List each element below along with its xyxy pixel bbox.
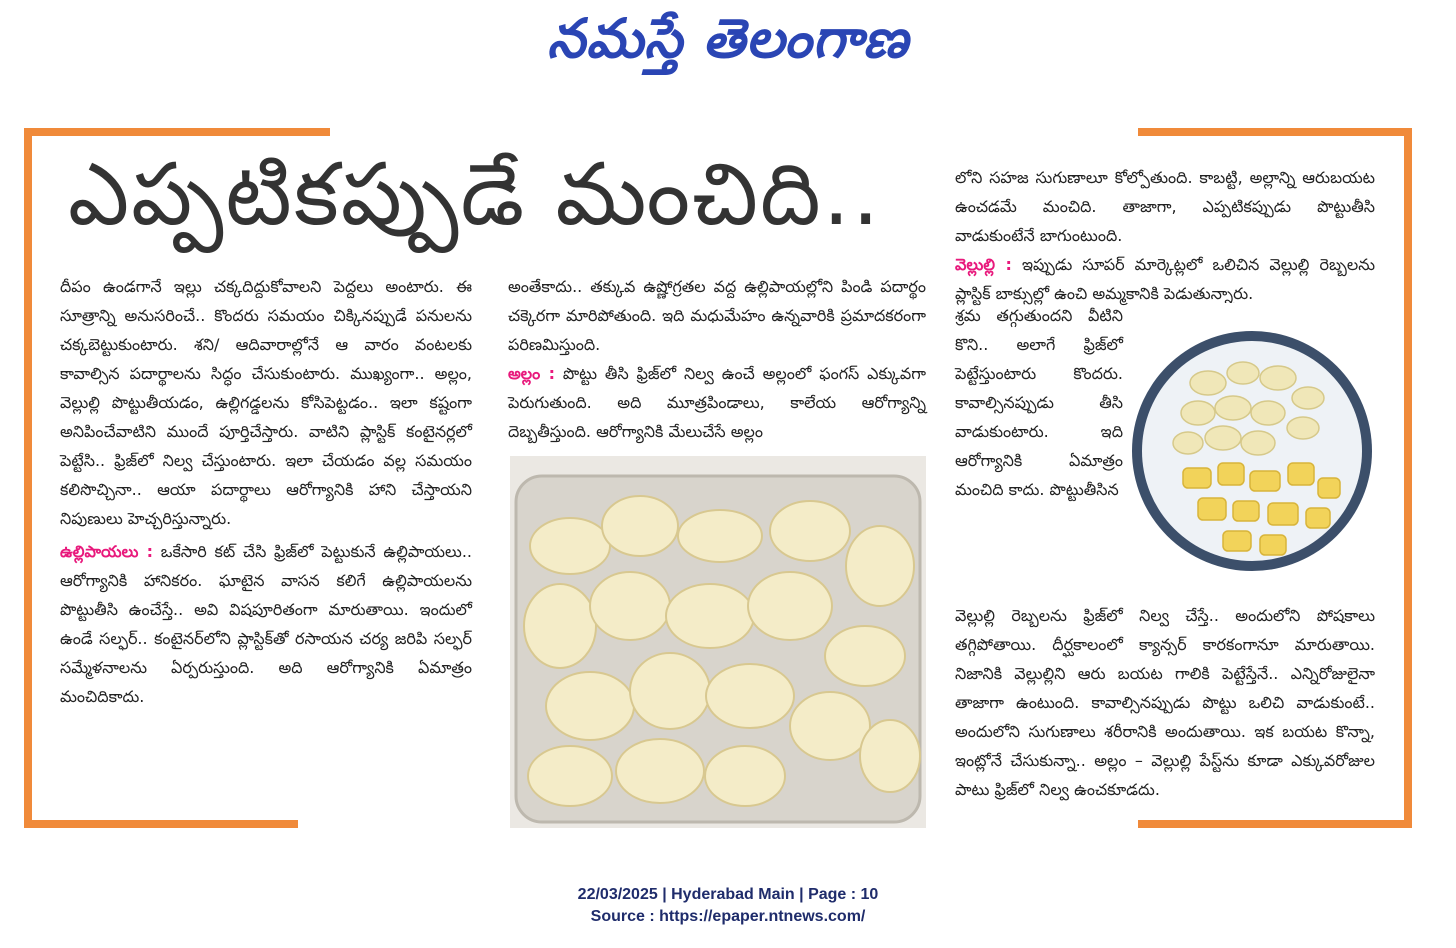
peeled-garlic-plate-photo: [1128, 303, 1376, 599]
article-column-3-narrow: [955, 301, 1123, 504]
garlic-cloves-image: [510, 456, 926, 828]
onion-paragraph: [60, 537, 472, 711]
ginger-paragraph: [508, 359, 926, 446]
garlic-text: ఇప్పుడు సూపర్ మార్కెట్లలో ఒలిచిన వెల్లుల్లి రెబ్బలను ప్లాస్టిక్ బాక్సుల్లో ఉంచి అమ్మకానికి పెడుతున్నారు.: [955, 255, 1375, 303]
onion-text: ఒకేసారి కట్ చేసి ఫ్రిజ్‌లో పెట్టుకునే ఉల్లిపాయలు.. ఆరోగ్యానికి హానికరం. ఘాటైన వాసన కలిగే ఉల్లిపాయలను పొట్టుతీసి ఉంచేస్తే.. అవి విషపూరితంగా మారుతాయి. ఇందులో ఉండే సల్ఫర్.. కంటైనర్‌లోని ప్లాస్టిక్‌తో రసాయన చర్య జరిపి సల్ఫర్ సమ్మేళనాలను ఏర్పరుస్తుంది. అది ఆరోగ్యానికి ఏమాత్రం మంచిదికాదు.: [60, 542, 472, 706]
frame-border-right: [1404, 128, 1412, 828]
article-headline: ఎప్పటికప్పుడే మంచిది..: [68, 145, 882, 245]
article-column-3-top: [955, 163, 1375, 308]
ginger-text: పొట్టు తీసి ఫ్రిజ్‌లో నిల్వ ఉంచే అల్లంలో ఫంగస్ ఎక్కువగా పెరుగుతుంది. అది మూత్రపిండాలు, కాలేయ ఆరోగ్యాన్ని దెబ్బతీస్తుంది. ఆరోగ్యానికి మేలుచేసే అల్లం: [508, 364, 926, 441]
frame-border-bottom-left: [24, 820, 298, 828]
newspaper-masthead: నమస్తే తెలంగాణ: [547, 6, 909, 70]
intro-paragraph: దీపం ఉండగానే ఇల్లు చక్కదిద్దుకోవాలని పెద్దలు అంటారు. ఈ సూత్రాన్ని అనుసరించే.. కొందరు సమయం చిక్కినప్పుడే పనులను చక్కబెట్టుకుంటారు. శని/ ఆదివారాల్లోనే ఆ వారం వంటలకు కావాల్సిన పదార్థాలను సిద్ధం చేసుకుంటారు. ముఖ్యంగా.. అల్లం, వెల్లుల్లి పొట్టుతీయడం, ఉల్లిగడ్డలను కోసిపెట్టడం.. ఇలా కష్టంగా అనిపించేవాటిని ముందే పూర్తిచేస్తారు. వాటిని ప్లాస్టిక్ కంటైనర్లలో పెట్టేసి.. ఫ్రిజ్‌లో నిల్వ చేస్తుంటారు. ఇలా చేయడం వల్ల సమయం కలిసొచ్చినా.. ఆయా పదార్థాలు ఆరోగ్యానికి హాని చేస్తాయని నిపుణులు హెచ్చరిస్తున్నారు.: [60, 277, 472, 528]
article-column-3-bottom: [955, 601, 1375, 804]
col3-paragraph: లోని సహజ సుగుణాలూ కోల్పోతుంది. కాబట్టి, అల్లాన్ని ఆరుబయట ఉంచడమే మంచిది. తాజాగా, ఎప్పటికప్పుడు పొట్టుతీసి వాడుకుంటేనే బాగుంటుంది.: [955, 168, 1375, 245]
frame-border-left: [24, 128, 32, 828]
col3-bottom-paragraph: వెల్లుల్లి రెబ్బలను ఫ్రిజ్‌లో నిల్వ చేస్తే.. అందులోని పోషకాలు తగ్గిపోతాయి. దీర్ఘకాలంలో క్యాన్సర్ కారకంగానూ మారుతాయి. నిజానికి వెల్లుల్లిని ఆరు బయట గాలికి పెట్టేస్తేనే.. ఎన్నిరోజులైనా తాజాగా ఉంటుంది. కావాల్సినప్పుడు పొట్టు ఒలిచి వాడుకుంటే.. అందులోని సుగుణాలు శరీరానికి అందుతాయి. ఇక బయట కొన్నా, ఇంట్లోనే చేసుకున్నా.. అల్లం – వెల్లుల్లి పేస్ట్‌ను కూడా ఎక్కువరోజుల పాటు ఫ్రిజ్‌లో నిల్వ ఉంచకూడదు.: [955, 606, 1375, 799]
article-column-2: [508, 272, 926, 446]
garlic-label: వెల్లుల్లి :: [955, 255, 1012, 274]
page-footer: [0, 884, 1456, 928]
garlic-plate-image: [1128, 303, 1376, 599]
onion-label: ఉల్లిపాయలు :: [60, 542, 154, 561]
footer-source: Source : https://epaper.ntnews.com/: [590, 908, 866, 925]
article-column-1: [60, 272, 472, 711]
frame-border-top-left: [24, 128, 330, 136]
footer-date-page: 22/03/2025 | Hyderabad Main | Page : 10: [577, 886, 879, 903]
frame-border-bottom-right: [1138, 820, 1412, 828]
col3-narrow-paragraph: శ్రమ తగ్గుతుందని వీటిని కొని.. అలాగే ఫ్రిజ్‌లో పెట్టేస్తుంటారు కొందరు. కావాల్సినప్పుడు తీసి వాడుకుంటారు. ఇది ఆరోగ్యానికి ఏమాత్రం మంచిది కాదు. పొట్టుతీసిన: [955, 306, 1123, 499]
frame-border-top-right: [1138, 128, 1412, 136]
garlic-container-photo: [510, 456, 926, 828]
col2-paragraph: అంతేకాదు.. తక్కువ ఉష్ణోగ్రతల వద్ద ఉల్లిపాయల్లోని పిండి పదార్థం చక్కెరగా మారిపోతుంది. ఇది మధుమేహం ఉన్నవారికి ప్రమాదకరంగా పరిణమిస్తుంది.: [508, 277, 926, 354]
ginger-label: అల్లం :: [508, 364, 556, 383]
garlic-paragraph: [955, 250, 1375, 308]
